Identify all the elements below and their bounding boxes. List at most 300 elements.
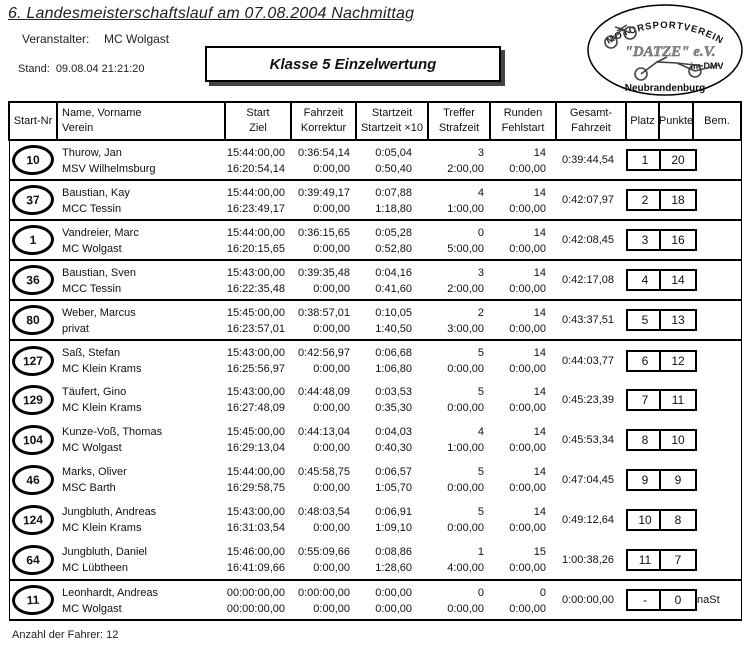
fahrzeit-cell	[291, 580, 356, 620]
runden-count: 14	[533, 386, 546, 398]
gesamt-fahrzeit-value: 0:43:37,51	[556, 300, 626, 340]
startzeit-x10-value: 0:35,30	[375, 402, 412, 414]
startnr-cell	[9, 140, 57, 180]
treffer-count: 0	[477, 227, 484, 239]
fahrzeit-cell	[291, 460, 356, 500]
strafzeit-value: 3:00,00	[447, 323, 484, 335]
gesamt-fahrzeit-value: 0:44:03,77	[562, 354, 614, 367]
punkte-cell	[659, 420, 693, 460]
startzeit-x10-value: 1:06,80	[375, 363, 412, 375]
start-ziel-cell	[225, 500, 291, 540]
runden-count: 14	[533, 506, 546, 518]
bemerkung-value	[693, 420, 741, 460]
ziel-time: 16:27:48,09	[226, 402, 285, 414]
gesamt-fahrzeit-value: 0:45:23,39	[562, 394, 614, 406]
treffer-count: 5	[477, 347, 484, 359]
punkte-box: 16	[659, 229, 697, 251]
treffer-count: 2	[477, 307, 484, 319]
fahrzeit-cell	[291, 340, 356, 380]
startnr-value: 129	[22, 392, 44, 408]
startnr-cell	[9, 260, 57, 300]
fehlstart-value: 0:00,00	[509, 203, 546, 215]
runden-cell	[490, 260, 556, 300]
treffer-cell	[428, 340, 490, 380]
fahrzeit-value: 0:48:03,54	[298, 506, 350, 518]
startzeit-cell	[356, 460, 428, 500]
start-ziel-cell	[225, 340, 291, 380]
ziel-time: 16:29:58,75	[226, 482, 285, 494]
startnr-badge	[11, 543, 55, 575]
punkte-box: 18	[659, 189, 697, 211]
punkte-box: 20	[659, 149, 697, 171]
start-ziel-cell	[225, 580, 291, 620]
fehlstart-value: 0:00,00	[509, 562, 546, 574]
table-row	[9, 460, 741, 500]
bemerkung-value	[693, 260, 741, 300]
strafzeit-value: 0:00,00	[447, 363, 484, 375]
fehlstart-value: 0:00,00	[509, 402, 546, 414]
bemerkung-value: naSt	[693, 580, 741, 620]
platz-box: 4	[626, 269, 664, 291]
club-name: MC Lübtheen	[62, 562, 129, 574]
fahrzeit-cell	[291, 220, 356, 260]
startzeit-x10-value: 1:09,10	[375, 522, 412, 534]
startnr-value: 1	[29, 232, 37, 248]
startnr-cell	[9, 540, 57, 580]
fahrzeit-value: 0:36:54,14	[298, 147, 350, 159]
fehlstart-value: 0:00,00	[509, 163, 546, 175]
startnr-value: 127	[22, 352, 44, 369]
table-row	[9, 140, 741, 180]
start-time: 15:45:00,00	[226, 426, 285, 438]
startnr-badge	[11, 264, 55, 296]
klasse-title-box	[205, 46, 501, 82]
start-time: 15:44:00,00	[226, 227, 285, 239]
runden-count: 0	[539, 587, 546, 599]
start-time: 15:45:00,00	[226, 307, 285, 319]
startnr-cell	[9, 380, 57, 420]
table-row	[9, 340, 741, 380]
startzeit-cell	[356, 300, 428, 340]
platz-cell	[626, 260, 659, 300]
driver-name: Jungbluth, Daniel	[62, 546, 148, 558]
platz-cell	[626, 380, 659, 420]
runden-count: 14	[533, 187, 546, 199]
fahrzeit-value: 0:39:49,17	[298, 187, 350, 199]
treffer-cell	[428, 420, 490, 460]
startnr-value: 37	[26, 192, 41, 208]
club-logo-image	[585, 2, 745, 98]
driver-name: Thurow, Jan	[62, 147, 122, 159]
driver-name: Kunze-Voß, Thomas	[62, 426, 163, 438]
ziel-time: 00:00:00,00	[226, 603, 285, 615]
treffer-cell	[428, 300, 490, 340]
korrektur-value: 0:00,00	[313, 562, 350, 574]
punkte-cell	[659, 300, 693, 340]
col-startzeit: Startzeit Startzeit ×10	[356, 102, 428, 140]
startzeit-value: 0:00,00	[375, 587, 412, 599]
strafzeit-value: 0:00,00	[447, 522, 484, 534]
treffer-cell	[428, 220, 490, 260]
punkte-box: 13	[659, 309, 697, 331]
startzeit-cell	[356, 220, 428, 260]
logo-datze-text: "DATZE" e.V.	[624, 44, 716, 60]
korrektur-value: 0:00,00	[313, 163, 350, 175]
treffer-count: 4	[477, 187, 484, 199]
name-cell	[57, 420, 225, 460]
stand-line	[18, 63, 145, 75]
startnr-badge	[11, 504, 55, 536]
startzeit-value: 0:04,03	[375, 426, 412, 438]
startzeit-cell	[356, 420, 428, 460]
bemerkung-value	[693, 220, 741, 260]
gesamt-fahrzeit-value: 0:00:00,00	[556, 580, 626, 620]
runden-cell	[490, 380, 556, 420]
strafzeit-value: 0:00,00	[447, 402, 484, 414]
fehlstart-value: 0:00,00	[509, 323, 546, 335]
fahrzeit-cell	[291, 540, 356, 580]
start-time: 15:43:00,00	[226, 506, 285, 518]
runden-cell	[490, 140, 556, 180]
treffer-count: 3	[477, 267, 484, 279]
col-gesamt-fahrzeit: Gesamt- Fahrzeit	[556, 102, 626, 140]
strafzeit-value: 2:00,00	[447, 163, 484, 175]
startzeit-value: 0:05,28	[375, 227, 412, 239]
gesamt-fahrzeit-value: 0:42:08,45	[556, 220, 626, 260]
fahrzeit-cell	[291, 300, 356, 340]
club-name: MSC Barth	[62, 482, 116, 494]
col-platz: Platz	[626, 102, 659, 140]
platz-cell	[626, 220, 659, 260]
korrektur-value: 0:00,00	[313, 442, 350, 454]
fahrzeit-value: 0:45:58,75	[298, 466, 350, 478]
col-treffer-strafzeit: Treffer Strafzeit	[428, 102, 490, 140]
platz-cell	[626, 340, 659, 380]
start-time: 00:00:00,00	[226, 587, 285, 599]
strafzeit-value: 1:00,00	[447, 203, 484, 215]
platz-box: 9	[626, 469, 664, 491]
platz-cell	[626, 460, 659, 500]
runden-cell	[490, 420, 556, 460]
punkte-cell	[659, 260, 693, 300]
treffer-count: 5	[477, 506, 484, 518]
ziel-time: 16:23:57,01	[226, 323, 285, 335]
treffer-count: 5	[477, 386, 484, 398]
punkte-box: 7	[659, 549, 697, 571]
bemerkung-value	[693, 180, 741, 220]
club-name: MC Wolgast	[62, 243, 122, 255]
platz-cell	[626, 300, 659, 340]
name-cell	[57, 300, 225, 340]
startnr-cell	[9, 460, 57, 500]
name-cell	[57, 500, 225, 540]
ziel-time: 16:29:13,04	[226, 442, 285, 454]
korrektur-value: 0:00,00	[313, 243, 350, 255]
punkte-box: 11	[659, 389, 697, 411]
punkte-box: 14	[659, 269, 697, 291]
startnr-cell	[9, 500, 57, 540]
platz-box: 3	[626, 229, 664, 251]
startzeit-x10-value: 1:40,50	[375, 323, 412, 335]
runden-count: 14	[533, 466, 546, 478]
treffer-count: 0	[477, 587, 484, 599]
platz-box: 11	[626, 549, 664, 571]
start-time: 15:44:00,00	[226, 466, 285, 478]
startzeit-value: 0:06,68	[375, 347, 412, 359]
club-name: MC Wolgast	[62, 442, 122, 454]
start-time: 15:43:00,00	[226, 267, 285, 279]
logo-club-name: MOTORSPORTVEREIN	[604, 19, 726, 47]
startzeit-x10-value: 1:05,70	[375, 482, 412, 494]
startzeit-value: 0:10,05	[375, 307, 412, 319]
start-ziel-cell	[225, 260, 291, 300]
veranstalter-line	[22, 32, 169, 46]
runden-count: 14	[533, 267, 546, 279]
start-ziel-cell	[225, 420, 291, 460]
startnr-cell	[9, 340, 57, 380]
platz-box: 1	[626, 149, 664, 171]
start-ziel-cell	[225, 140, 291, 180]
bemerkung-value	[693, 540, 741, 580]
startnr-value: 36	[26, 272, 41, 288]
ziel-time: 16:20:15,65	[226, 243, 285, 255]
ziel-time: 16:22:35,48	[226, 283, 285, 295]
punkte-box: 0	[659, 589, 697, 611]
club-name: MC Klein Krams	[62, 402, 142, 414]
driver-count: Anzahl der Fahrer: 12	[12, 629, 119, 641]
startzeit-cell	[356, 580, 428, 620]
fehlstart-value: 0:00,00	[509, 363, 546, 375]
startzeit-value: 0:08,86	[375, 546, 412, 558]
korrektur-value: 0:00,00	[313, 402, 350, 414]
startnr-cell	[9, 420, 57, 460]
strafzeit-value: 0:00,00	[447, 482, 484, 494]
platz-box: 5	[626, 309, 664, 331]
name-cell	[57, 340, 225, 380]
punkte-cell	[659, 500, 693, 540]
bemerkung-value	[693, 380, 741, 420]
table-row	[9, 220, 741, 260]
korrektur-value: 0:00,00	[313, 363, 350, 375]
name-cell	[57, 380, 225, 420]
fehlstart-value: 0:00,00	[509, 243, 546, 255]
punkte-cell	[659, 380, 693, 420]
start-ziel-cell	[225, 540, 291, 580]
platz-box: 6	[626, 350, 664, 372]
korrektur-value: 0:00,00	[313, 283, 350, 295]
punkte-cell	[659, 460, 693, 500]
fehlstart-value: 0:00,00	[509, 603, 546, 615]
driver-name: Leonhardt, Andreas	[62, 587, 159, 599]
gesamt-fahrzeit-value: 0:45:53,34	[562, 434, 614, 446]
fahrzeit-value: 0:00:00,00	[298, 587, 350, 599]
club-name: MC Klein Krams	[62, 363, 142, 375]
punkte-cell	[659, 580, 693, 620]
fahrzeit-cell	[291, 420, 356, 460]
runden-count: 14	[533, 147, 546, 159]
treffer-count: 1	[477, 546, 484, 558]
fahrzeit-cell	[291, 260, 356, 300]
fahrzeit-value: 0:55:09,66	[298, 546, 350, 558]
fahrzeit-cell	[291, 500, 356, 540]
startnr-cell	[9, 220, 57, 260]
punkte-box: 9	[659, 469, 697, 491]
runden-cell	[490, 460, 556, 500]
col-bem: Bem.	[693, 102, 741, 140]
page-title: 6. Landesmeisterschaftslauf am 07.08.2004 Nachmittag	[8, 5, 415, 22]
table-row	[9, 380, 741, 420]
punkte-cell	[659, 140, 693, 180]
startnr-value: 10	[26, 152, 41, 168]
fahrzeit-value: 0:44:13,04	[298, 426, 350, 438]
club-name: MCC Tessin	[62, 283, 122, 295]
startzeit-x10-value: 1:18,80	[375, 203, 412, 215]
start-time: 15:46:00,00	[226, 546, 285, 558]
platz-cell	[626, 580, 659, 620]
club-name: MCC Tessin	[62, 203, 122, 215]
bemerkung-value	[693, 500, 741, 540]
treffer-cell	[428, 180, 490, 220]
fahrzeit-value: 0:42:56,97	[298, 347, 350, 359]
fehlstart-value: 0:00,00	[509, 522, 546, 534]
startzeit-cell	[356, 340, 428, 380]
treffer-count: 4	[477, 426, 484, 438]
veranstalter-value: MC Wolgast	[104, 32, 170, 46]
klasse-title: Klasse 5 Einzelwertung	[269, 55, 437, 73]
startnr-badge	[11, 224, 55, 256]
name-cell	[57, 580, 225, 620]
startnr-badge	[11, 424, 55, 456]
veranstalter-label: Veranstalter:	[22, 32, 90, 46]
startnr-badge	[11, 304, 55, 336]
startzeit-x10-value: 1:28,60	[375, 562, 412, 574]
bemerkung-value	[693, 460, 741, 500]
startzeit-value: 0:06,91	[375, 506, 412, 518]
start-time: 15:44:00,00	[226, 147, 285, 159]
stand-label: Stand:	[18, 63, 50, 75]
club-name: MC Klein Krams	[62, 522, 142, 534]
ziel-time: 16:41:09,66	[226, 562, 285, 574]
name-cell	[57, 540, 225, 580]
driver-name: Baustian, Kay	[62, 187, 130, 199]
startnr-cell	[9, 300, 57, 340]
runden-count: 14	[533, 347, 546, 359]
table-row	[9, 580, 741, 620]
col-punkte: Punkte	[659, 102, 693, 140]
ziel-time: 16:25:56,97	[226, 363, 285, 375]
runden-cell	[490, 580, 556, 620]
name-cell	[57, 180, 225, 220]
start-ziel-cell	[225, 300, 291, 340]
start-time: 15:43:00,00	[226, 347, 285, 359]
startnr-badge	[11, 584, 55, 616]
startnr-badge	[11, 184, 55, 216]
punkte-cell	[659, 180, 693, 220]
platz-cell	[626, 140, 659, 180]
gesamt-fahrzeit-value: 0:42:17,08	[556, 260, 626, 300]
driver-name: Saß, Stefan	[62, 347, 121, 359]
korrektur-value: 0:00,00	[313, 603, 350, 615]
treffer-cell	[428, 580, 490, 620]
gesamt-fahrzeit-value: 0:39:44,54	[556, 140, 626, 180]
start-time: 15:44:00,00	[226, 187, 285, 199]
fehlstart-value: 0:00,00	[509, 283, 546, 295]
table-row	[9, 500, 741, 540]
startzeit-cell	[356, 540, 428, 580]
runden-count: 14	[533, 227, 546, 239]
startzeit-x10-value: 0:00,00	[375, 603, 412, 615]
startnr-badge	[11, 144, 55, 176]
runden-cell	[490, 540, 556, 580]
punkte-box: 8	[659, 509, 697, 531]
punkte-box: 10	[659, 429, 697, 451]
startnr-badge	[11, 464, 55, 496]
startzeit-value: 0:03,53	[375, 386, 412, 398]
runden-cell	[490, 340, 556, 380]
bemerkung-value	[693, 340, 741, 380]
start-ziel-cell	[225, 220, 291, 260]
start-ziel-cell	[225, 180, 291, 220]
platz-box: 2	[626, 189, 664, 211]
treffer-count: 5	[477, 466, 484, 478]
table-row	[9, 300, 741, 340]
driver-name: Weber, Marcus	[62, 307, 136, 319]
platz-box: 10	[626, 509, 664, 531]
startzeit-cell	[356, 260, 428, 300]
platz-box: 7	[626, 389, 664, 411]
startzeit-value: 0:06,57	[375, 466, 412, 478]
col-start-ziel: Start Ziel	[225, 102, 291, 140]
driver-name: Vandreier, Marc	[62, 227, 139, 239]
name-cell	[57, 460, 225, 500]
startnr-value: 11	[26, 592, 40, 608]
fahrzeit-value: 0:36:15,65	[298, 227, 350, 239]
startnr-value: 104	[22, 432, 44, 448]
startzeit-value: 0:04,16	[375, 267, 412, 279]
results-table	[8, 101, 742, 621]
fahrzeit-cell	[291, 380, 356, 420]
punkte-box: 12	[659, 350, 697, 372]
start-ziel-cell	[225, 380, 291, 420]
startnr-badge	[11, 344, 55, 376]
strafzeit-value: 5:00,00	[447, 243, 484, 255]
startnr-value: 46	[26, 472, 41, 488]
treffer-cell	[428, 460, 490, 500]
strafzeit-value: 2:00,00	[447, 283, 484, 295]
korrektur-value: 0:00,00	[313, 482, 350, 494]
runden-cell	[490, 300, 556, 340]
runden-count: 14	[533, 307, 546, 319]
startnr-value: 64	[26, 552, 41, 567]
gesamt-fahrzeit-value: 1:00:38,26	[556, 540, 626, 580]
treffer-cell	[428, 500, 490, 540]
fehlstart-value: 0:00,00	[509, 442, 546, 454]
logo-city-text: Neubrandenburg	[624, 83, 706, 94]
table-row	[9, 540, 741, 580]
strafzeit-value: 4:00,00	[447, 562, 484, 574]
startnr-cell	[9, 180, 57, 220]
start-time: 15:43:00,00	[226, 386, 285, 398]
table-row	[9, 260, 741, 300]
treffer-cell	[428, 140, 490, 180]
platz-cell	[626, 180, 659, 220]
runden-cell	[490, 500, 556, 540]
platz-cell	[626, 540, 659, 580]
startzeit-cell	[356, 500, 428, 540]
name-cell	[57, 260, 225, 300]
col-runden-fehlstart: Runden Fehlstart	[490, 102, 556, 140]
treffer-count: 3	[477, 147, 484, 159]
